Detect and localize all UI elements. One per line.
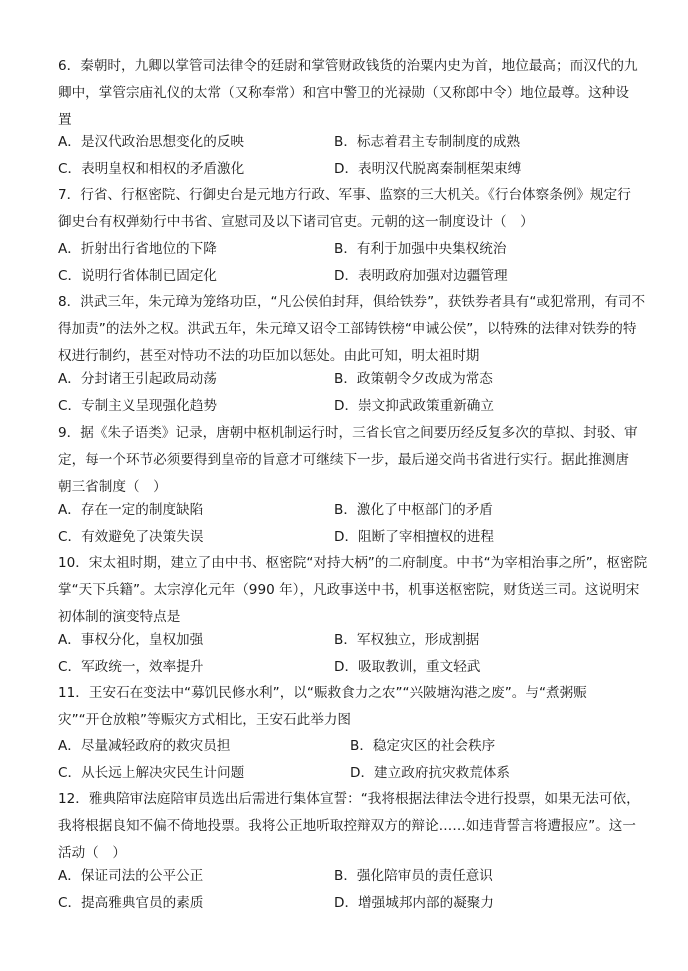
option-a: A．分封诸王引起政局动荡 (58, 371, 217, 387)
option-b: B．军权独立，形成割据 (334, 632, 480, 648)
question-line: 11．王安石在变法中“募饥民修水利”，以“赈救食力之农”“兴陂塘沟港之废”。与“煮粥赈 (58, 685, 587, 701)
option-c: C．专制主义呈现强化趋势 (58, 398, 218, 414)
option-d: D．崇文抑武政策重新确立 (334, 398, 494, 414)
option-b: B．强化陪审员的责任意识 (334, 868, 493, 884)
question-line: 9．据《朱子语类》记录，唐朝中枢机制运行时，三省长官之间要历经反复多次的草拟、封驳、审 (58, 425, 638, 441)
question-line: 7．行省、行枢密院、行御史台是元地方行政、军事、监察的三大机关。《行台体察条例》规定行 (58, 187, 631, 203)
question-line: 朝三省制度（ ） (58, 479, 167, 495)
question-12-options (58, 863, 656, 917)
question-line: 初体制的演变特点是 (58, 609, 181, 625)
question-line: 掌“天下兵籍”。太宗淳化元年（990 年），凡政事送中书，机事送枢密院，财货送三司。这说明宋 (58, 582, 640, 598)
question-12-stem (58, 786, 656, 867)
question-11-stem (58, 680, 656, 734)
question-line: 12．雅典陪审法庭陪审员选出后需进行集体宣誓：“我将根据法律法令进行投票，如果无法可依， (58, 791, 640, 807)
option-d: D．表明汉代脱离秦制框架束缚 (334, 161, 522, 177)
option-c: C．有效避免了决策失误 (58, 529, 204, 545)
option-a: A．尽量减轻政府的救灾员担 (58, 738, 231, 754)
question-8-stem (58, 289, 656, 370)
option-d: D．建立政府抗灾救荒体系 (350, 765, 510, 781)
option-a: A．保证司法的公平公正 (58, 868, 204, 884)
option-c: C．从长远上解决灾民生计问题 (58, 765, 245, 781)
option-b: B．政策朝令夕改成为常态 (334, 371, 493, 387)
option-b: B．标志着君主专制制度的成熟 (334, 134, 521, 150)
option-d: D．吸取教训，重文轻武 (334, 659, 481, 675)
option-d: D．增强城邦内部的凝聚力 (334, 895, 494, 911)
option-a: A．事权分化，皇权加强 (58, 632, 204, 648)
option-b: B．激化了中枢部门的矛盾 (334, 502, 493, 518)
option-c: C．提高雅典官员的素质 (58, 895, 204, 911)
question-line: 权进行制约，甚至对恃功不法的功臣加以惩处。由此可知，明太祖时期 (58, 348, 480, 364)
question-11-options (58, 733, 656, 787)
question-line: 定，每一个环节必须要得到皇帝的旨意才可继续下一步，最后递交尚书省进行实行。据此推测唐 (58, 452, 629, 468)
question-line: 10．宋太祖时期，建立了由中书、枢密院“对持大柄”的二府制度。中书“为宰相治事之所”，枢密院 (58, 555, 648, 571)
option-a: A．折射出行省地位的下降 (58, 241, 217, 257)
question-6-options (58, 129, 656, 183)
question-9-stem (58, 420, 656, 501)
question-7-stem (58, 182, 656, 236)
question-line: 我将根据良知不偏不倚地投票。我将公正地听取控辩双方的辩论……如违背誓言将遭报应”。这一 (58, 818, 636, 834)
question-line: 8．洪武三年，朱元璋为笼络功臣，“凡公侯伯封拜，俱给铁券”，获铁券者具有“或犯常刑，有司不 (58, 294, 646, 310)
question-line: 得加责”的法外之权。洪武五年，朱元璋又诏令工部铸铁榜“申诫公侯”，以特殊的法律对铁券的特 (58, 321, 637, 337)
option-a: A．存在一定的制度缺陷 (58, 502, 204, 518)
question-7-options (58, 236, 656, 290)
question-line: 活动（ ） (58, 845, 126, 861)
question-9-options (58, 497, 656, 551)
option-b: B．有利于加强中央集权统治 (334, 241, 507, 257)
question-line: 卿中，掌管宗庙礼仪的太常（又称奉常）和宫中警卫的光禄勋（又称郎中令）地位最尊。这种设 (58, 85, 629, 101)
option-d: D．阻断了宰相擅权的进程 (334, 529, 494, 545)
question-10-options (58, 627, 656, 681)
option-c: C．表明皇权和相权的矛盾激化 (58, 161, 245, 177)
question-line: 6．秦朝时，九卿以掌管司法律令的廷尉和掌管财政钱货的治粟内史为首，地位最高；而汉代的九 (58, 58, 638, 74)
question-line: 置 (58, 112, 72, 128)
option-c: C．军政统一，效率提升 (58, 659, 204, 675)
question-6-stem (58, 53, 656, 134)
question-line: 御史台有权弹劾行中书省、宣慰司及以下诸司官吏。元朝的这一制度设计（ ） (58, 214, 534, 230)
option-a: A．是汉代政治思想变化的反映 (58, 134, 245, 150)
option-b: B．稳定灾区的社会秩序 (350, 738, 496, 754)
question-line: 灾”“开仓放粮”等赈灾方式相比，王安石此举力图 (58, 712, 352, 728)
question-10-stem (58, 550, 656, 631)
question-8-options (58, 366, 656, 420)
option-c: C．说明行省体制已固定化 (58, 268, 218, 284)
option-d: D．表明政府加强对边疆管理 (334, 268, 508, 284)
